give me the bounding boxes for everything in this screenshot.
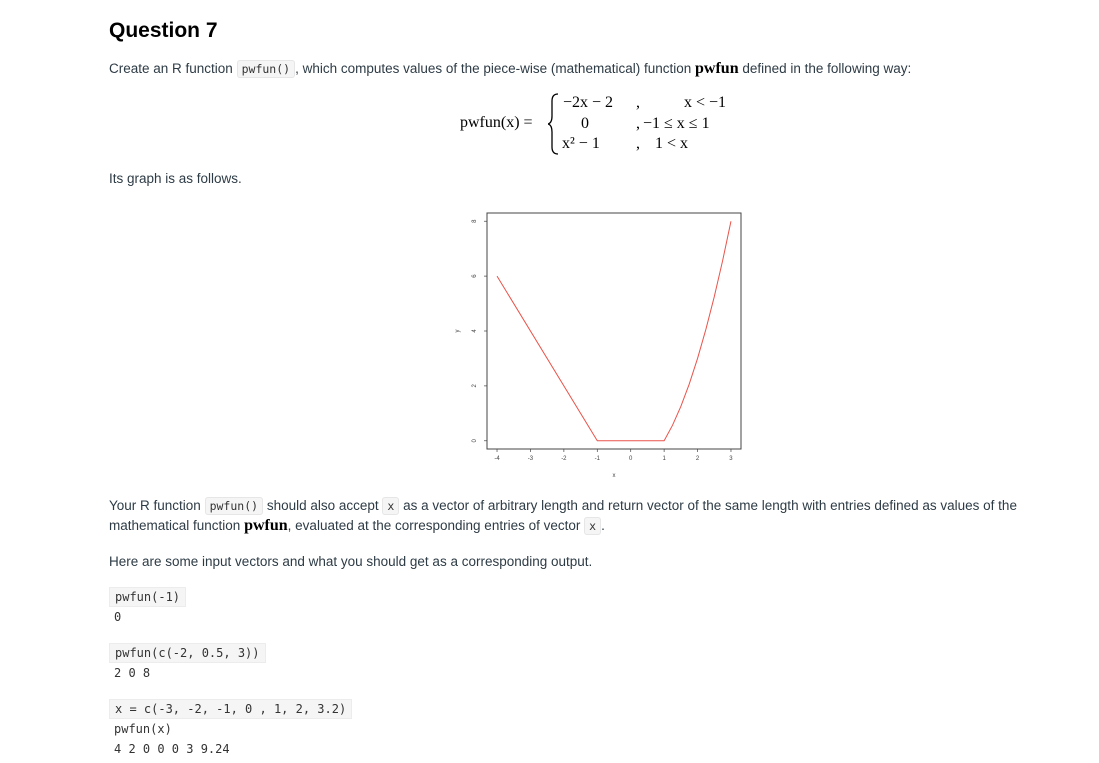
case-2-cond: −1 ≤ x ≤ 1 xyxy=(643,115,710,132)
graph-intro: Its graph is as follows. xyxy=(109,171,242,186)
x-axis-label: x xyxy=(612,473,616,479)
series-line-pwfun xyxy=(497,221,731,441)
p2-text-5: , evaluated at the corresponding entries of vector xyxy=(287,518,581,533)
p2-code-3: x xyxy=(584,517,601,535)
p2-code-1: pwfun() xyxy=(205,497,263,515)
formula-lhs: pwfun(x) = xyxy=(460,114,533,131)
example-3 xyxy=(109,699,352,759)
y-tick-label: 6 xyxy=(472,274,478,278)
example-2-input: pwfun(c(-2, 0.5, 3)) xyxy=(109,643,266,663)
x-tick-label: 0 xyxy=(629,456,633,462)
case-3-expr: x² − 1 xyxy=(562,135,600,152)
example-3-input-1: x = c(-3, -2, -1, 0 , 1, 2, 3.2) xyxy=(109,699,352,719)
x-tick-label: 3 xyxy=(729,456,733,462)
example-1-input: pwfun(-1) xyxy=(109,587,186,607)
p2-code-2: x xyxy=(382,497,399,515)
p2-text-3: as a vector of arbitrary length and return vector of the same length with entries defined as values of the xyxy=(403,498,1017,513)
example-3-input-2: pwfun(x) xyxy=(114,722,172,736)
page-title: Question 7 xyxy=(109,19,218,42)
x-tick-label: 2 xyxy=(695,456,700,462)
paragraph-2 xyxy=(109,496,1069,536)
case-1-sep: , xyxy=(636,94,640,111)
y-axis xyxy=(472,219,487,443)
intro-text-2: , which computes values of the piece-wise (mathematical) function xyxy=(295,61,692,76)
function-graph xyxy=(440,205,760,485)
x-tick-label: -4 xyxy=(494,456,500,462)
case-1-expr: −2x − 2 xyxy=(563,94,614,111)
example-1-output: 0 xyxy=(114,610,122,624)
p2-text-4: mathematical function xyxy=(109,518,241,533)
y-tick-label: 2 xyxy=(472,384,478,388)
intro-text: Create an R function xyxy=(109,61,233,76)
example-3-output: 4 2 0 0 0 3 9.24 xyxy=(114,742,230,756)
function-name: pwfun xyxy=(695,60,739,77)
x-tick-label: 1 xyxy=(662,456,666,462)
y-tick-label: 4 xyxy=(472,329,478,333)
y-axis-label: y xyxy=(455,329,461,333)
case-3-cond: 1 < x xyxy=(655,135,689,152)
case-1-cond: x < −1 xyxy=(684,94,727,111)
example-2-output: 2 0 8 xyxy=(114,666,151,680)
x-tick-label: -3 xyxy=(527,456,534,462)
p2-function-name: pwfun xyxy=(244,517,288,534)
intro-text-3: defined in the following way: xyxy=(742,61,912,76)
paragraph-3: Here are some input vectors and what you should get as a corresponding output. xyxy=(109,554,593,569)
case-2-sep: , xyxy=(636,115,640,132)
intro-paragraph xyxy=(109,59,911,79)
p2-text-1: Your R function xyxy=(109,498,201,513)
case-3-sep: , xyxy=(636,135,640,152)
p2-text-6: . xyxy=(601,518,605,533)
example-2 xyxy=(109,643,266,683)
x-tick-label: -1 xyxy=(594,456,600,462)
y-tick-label: 0 xyxy=(472,439,478,443)
case-2-expr: 0 xyxy=(581,115,589,132)
intro-code: pwfun() xyxy=(237,60,295,78)
plot-frame xyxy=(487,213,741,449)
y-tick-label: 8 xyxy=(472,219,478,223)
x-tick-label: -2 xyxy=(561,456,567,462)
x-axis xyxy=(494,449,733,462)
brace-icon xyxy=(548,93,560,155)
p2-text-2: should also accept xyxy=(266,498,379,513)
example-1 xyxy=(109,587,186,627)
